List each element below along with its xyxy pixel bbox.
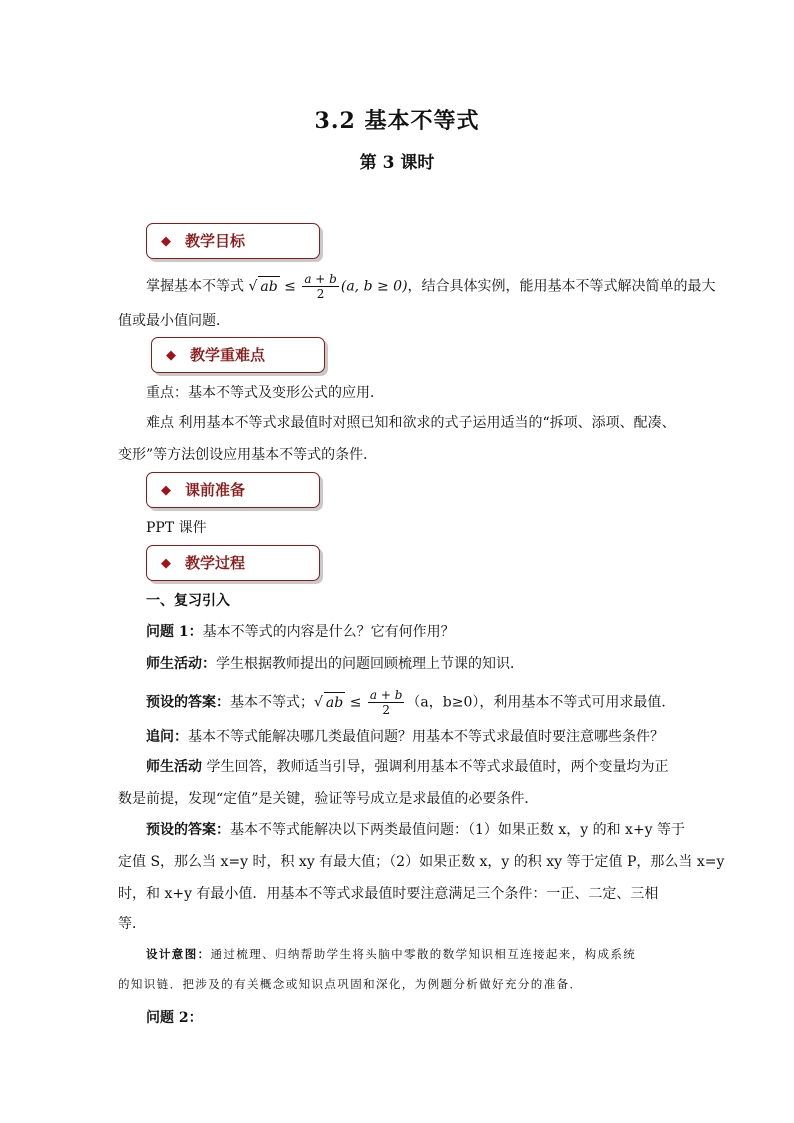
prep-text: PPT 课件: [146, 520, 207, 536]
preset-answer-1-fraction-den: 2: [382, 703, 390, 717]
preset-answer-1-suffix: ，利用基本不等式可用求最值．: [479, 694, 676, 711]
design-intent-text-1: 通过梳理、归纳帮助学生将头脑中零散的数学知识相互连接起来，构成系统: [210, 947, 637, 961]
preset-answer-1: [146, 688, 675, 717]
sqrt-sign: √: [248, 278, 258, 295]
section-header-preparation: [146, 472, 320, 508]
question-2-label: 问题 2：: [146, 1010, 203, 1026]
activity-2-text-1: 学生回答，教师适当引导，强调利用基本不等式求最值时，两个变量均为正: [202, 759, 669, 775]
preset-answer-2-line-4: 等．: [118, 916, 146, 932]
preset-answer-2-line-2: 定值 S，那么当 x=y 时，积 xy 有最大值；（2）如果正数 x，y 的积 xy 等于定值 P，那么当 x=y: [118, 854, 725, 870]
preset-answer-1-fraction: [368, 688, 405, 717]
diamond-icon: ◆: [161, 556, 171, 571]
question-1-text: 基本不等式的内容是什么？它有何作用？: [202, 624, 455, 640]
question-1: [146, 622, 455, 642]
activity-2-line-2: 数是前提，发现“定值”是关键，验证等号成立是求最值的必要条件．: [118, 791, 539, 807]
follow-up-text: 基本不等式能解决哪几类最值问题？用基本不等式求最值时要注意哪些条件？: [188, 729, 664, 745]
preset-answer-1-fraction-num: a + b: [369, 688, 403, 702]
preset-answer-2-line-3: 时，和 x+y 有最小值．用基本不等式求最值时要注意满足三个条件：一正、二定、三相: [118, 886, 659, 902]
difficult-point-line-1: 难点 利用基本不等式求最值时对照已知和欲求的式子运用适当的“拆项、添项、配凑、: [146, 415, 676, 431]
key-point: 重点：基本不等式及变形公式的应用．: [146, 385, 384, 401]
goal-prefix: 掌握基本不等式: [146, 278, 244, 295]
section-header-difficulty: [151, 337, 325, 373]
goal-le: ≤: [284, 278, 296, 295]
preset-answer-1-condition: （a，b≥0）: [406, 694, 480, 711]
preset-answer-2-line-1: [146, 820, 685, 840]
section-label-preparation: 课前准备: [185, 481, 246, 499]
review-heading: 一、复习引入: [146, 593, 230, 609]
goal-fraction-num: a + b: [304, 272, 337, 286]
follow-up-label: 追问：: [146, 729, 188, 745]
difficult-point-line-2: 变形”等方法创设应用基本不等式的条件．: [118, 447, 378, 463]
goal-suffix: ，结合具体实例，能用基本不等式解决简单的最大: [407, 278, 716, 295]
preset-answer-1-label: 预设的答案：: [146, 694, 230, 711]
preset-answer-1-prefix: 基本不等式；: [230, 694, 314, 711]
goal-condition: (a, b ≥ 0): [340, 278, 408, 295]
activity-2-line-1: [146, 757, 668, 777]
preset-answer-1-sqrt: ab: [324, 692, 345, 713]
goal-sqrt: ab: [258, 276, 279, 297]
design-intent-line-2: 的知识链．把涉及的有关概念或知识点巩固和深化，为例题分析做好充分的准备．: [118, 977, 583, 991]
preset-answer-2-label: 预设的答案：: [146, 822, 230, 838]
section-header-goal: [146, 223, 320, 259]
question-1-label: 问题 1：: [146, 624, 203, 640]
page-title: 3.2 基本不等式: [314, 108, 480, 134]
preset-answer-1-le: ≤: [349, 694, 362, 711]
goal-fraction: [302, 272, 339, 301]
activity-1: [146, 654, 524, 674]
section-label-process: 教学过程: [185, 554, 246, 572]
section-label-difficulty: 教学重难点: [190, 346, 266, 364]
diamond-icon: ◆: [166, 348, 176, 363]
section-label-goal: 教学目标: [185, 232, 246, 250]
follow-up: [146, 727, 664, 747]
activity-1-label: 师生活动：: [146, 656, 216, 672]
activity-2-label: 师生活动: [146, 759, 202, 775]
goal-fraction-den: 2: [316, 287, 325, 301]
design-intent-line-1: [146, 944, 636, 964]
diamond-icon: ◆: [161, 483, 171, 498]
sqrt-sign: √: [314, 694, 323, 711]
diamond-icon: ◆: [161, 234, 171, 249]
section-header-process: [146, 545, 320, 581]
page-subtitle: 第 3 课时: [359, 153, 435, 173]
activity-1-text: 学生根据教师提出的问题回顾梳理上节课的知识．: [216, 656, 524, 672]
preset-answer-2-text-1: 基本不等式能解决以下两类最值问题：（1）如果正数 x，y 的和 x+y 等于: [230, 822, 686, 838]
design-intent-label: 设计意图：: [146, 947, 211, 961]
goal-line-1: [146, 272, 716, 301]
goal-line-2: 值或最小值问题．: [118, 313, 230, 329]
